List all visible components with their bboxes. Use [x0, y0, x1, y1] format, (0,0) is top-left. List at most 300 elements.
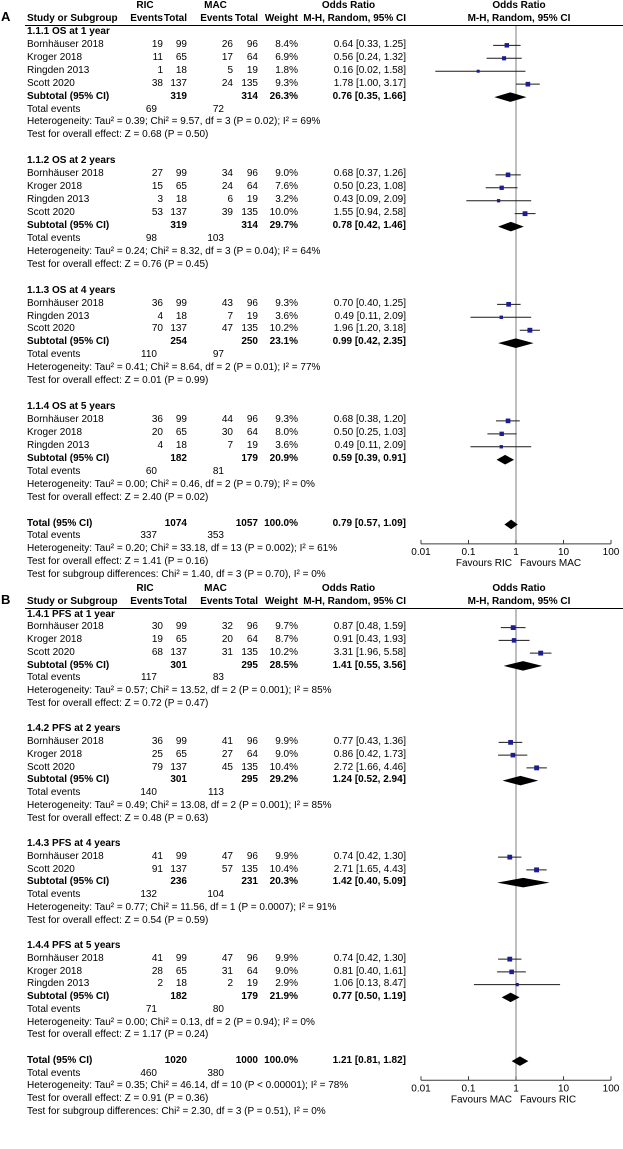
heterogeneity-note: Heterogeneity: Tau² = 0.00; Chi² = 0.13, df = 2 (P = 0.94); I² = 0%: [27, 1016, 315, 1028]
odds-ratio-ci-value: 0.49 [0.11, 2.09]: [334, 310, 406, 322]
weight-value: 3.2%: [275, 194, 298, 206]
ric-events-value: 1: [157, 64, 163, 76]
subgroup-differences-note: Test for subgroup differences: Chi² = 2.30, df = 3 (P = 0.51), I² = 0%: [27, 1105, 326, 1117]
effect-point-marker: [508, 740, 513, 745]
mac-events-value: 32: [221, 621, 233, 633]
weight-value: 10.4%: [269, 761, 298, 773]
effect-point-marker: [500, 186, 504, 190]
mac-total-value: 135: [241, 323, 258, 335]
study-name: Scott 2020: [27, 323, 75, 335]
mac-events-value: 30: [221, 426, 233, 438]
study-name: Kroger 2018: [27, 748, 83, 760]
mac-events-header: Events: [200, 595, 233, 607]
mac-events-value: 47: [221, 952, 233, 964]
favours-left-label: Favours RIC: [455, 557, 512, 569]
heterogeneity-note: Heterogeneity: Tau² = 0.39; Chi² = 9.57, df = 3 (P = 0.02); I² = 69%: [27, 116, 321, 128]
ric-total-value: 99: [175, 414, 187, 425]
mac-total-value: 96: [246, 168, 258, 180]
mac-total-value: 135: [241, 646, 258, 658]
x-axis-tick-label: 0.01: [411, 546, 431, 558]
mac-total-value: 250: [241, 336, 258, 348]
mac-total-value: 64: [246, 748, 258, 760]
weight-value: 9.3%: [275, 297, 298, 309]
ric-events-value: 19: [151, 38, 163, 50]
mac-events-value: 57: [221, 863, 233, 875]
favours-right-label: Favours MAC: [520, 557, 582, 569]
mac-total-value: 64: [246, 181, 258, 193]
ric-total-events-value: 60: [145, 465, 157, 477]
weight-value: 10.0%: [269, 207, 298, 218]
odds-ratio-ci-value: 0.56 [0.24, 1.32]: [333, 51, 406, 63]
mac-total-value: 64: [246, 634, 258, 645]
effect-point-marker: [511, 753, 516, 758]
weight-value: 23.1%: [269, 336, 298, 348]
total-events-label: Total events: [27, 232, 81, 244]
odds-ratio-ci-value: 0.76 [0.35, 1.66]: [332, 90, 406, 102]
effect-point-marker: [505, 43, 509, 47]
mac-total-value: 1057: [235, 517, 258, 529]
odds-ratio-ci-value: 0.86 [0.42, 1.73]: [333, 748, 406, 760]
study-name: Ringden 2013: [27, 310, 90, 322]
heterogeneity-note: Heterogeneity: Tau² = 0.41; Chi² = 8.64, df = 2 (P = 0.01); I² = 77%: [27, 362, 321, 374]
ric-total-events-value: 337: [140, 530, 157, 542]
mac-total-value: 64: [246, 426, 258, 438]
study-name: Scott 2020: [27, 761, 75, 773]
mac-total-events-value: 97: [212, 349, 224, 361]
ric-events-value: 19: [151, 634, 163, 645]
weight-value: 28.5%: [269, 659, 298, 671]
mac-total-value: 96: [246, 850, 258, 862]
subgroup-differences-note: Test for subgroup differences: Chi² = 1.40, df = 3 (P = 0.70), I² = 0%: [27, 569, 326, 581]
total-events-label: Total events: [27, 465, 81, 477]
favours-left-label: Favours MAC: [450, 1094, 512, 1106]
study-name: Ringden 2013: [27, 194, 90, 206]
mac-total-events-value: 81: [212, 465, 224, 477]
ric-events-value: 30: [151, 621, 163, 633]
total-events-label: Total events: [27, 889, 81, 900]
effect-point-marker: [538, 651, 543, 656]
odds-ratio-ci-value: 0.68 [0.38, 1.20]: [333, 414, 406, 425]
subtotal-label: Subtotal (95% CI): [27, 876, 110, 888]
effect-point-marker: [502, 56, 506, 60]
study-name: Scott 2020: [27, 863, 75, 875]
ric-total-events-value: 69: [145, 103, 157, 115]
heterogeneity-note: Heterogeneity: Tau² = 0.35; Chi² = 46.14, df = 10 (P < 0.00001); I² = 78%: [27, 1080, 349, 1092]
panel-label: B: [1, 592, 11, 607]
ric-column-header: RIC: [136, 0, 154, 11]
odds-ratio-ci-value: 0.91 [0.43, 1.93]: [333, 634, 406, 645]
subtotal-label: Subtotal (95% CI): [27, 774, 110, 786]
study-name: Bornhäuser 2018: [27, 621, 104, 633]
odds-ratio-ci-value: 0.49 [0.11, 2.09]: [334, 439, 406, 451]
ric-total-value: 99: [175, 38, 187, 50]
subgroup-title: 1.4.3 PFS at 4 years: [27, 838, 121, 849]
weight-value: 100.0%: [264, 517, 298, 529]
weight-value: 8.7%: [275, 634, 298, 645]
weight-value: 10.2%: [269, 323, 298, 335]
mac-events-value: 31: [221, 965, 233, 977]
odds-ratio-ci-value: 1.78 [1.00, 3.17]: [333, 77, 406, 89]
ric-total-value: 301: [170, 774, 187, 786]
odds-ratio-ci-value: 0.77 [0.43, 1.36]: [333, 736, 406, 747]
ric-total-events-value: 117: [141, 672, 157, 684]
total-events-label: Total events: [27, 103, 81, 115]
heterogeneity-note: Heterogeneity: Tau² = 0.57; Chi² = 13.52, df = 2 (P = 0.001); I² = 85%: [27, 685, 332, 696]
x-axis-tick-label: 10: [557, 546, 570, 558]
odds-ratio-ci-value: 0.74 [0.42, 1.30]: [333, 952, 406, 964]
ric-total-header: Total: [163, 12, 187, 24]
study-name: Kroger 2018: [27, 965, 83, 977]
ric-total-value: 137: [170, 761, 187, 773]
subtotal-label: Subtotal (95% CI): [27, 659, 110, 671]
ric-total-value: 301: [170, 659, 187, 671]
effect-point-marker: [500, 445, 503, 448]
mac-total-value: 135: [241, 207, 258, 218]
mac-total-value: 64: [246, 965, 258, 977]
odds-ratio-ci-value: 0.16 [0.02, 1.58]: [333, 64, 406, 76]
effect-point-marker: [506, 302, 511, 307]
mac-total-value: 64: [246, 51, 258, 63]
plot-effect-measure-header: Odds Ratio: [492, 0, 546, 11]
mac-events-value: 45: [221, 761, 233, 773]
weight-value: 2.9%: [275, 978, 298, 990]
mac-total-value: 96: [246, 952, 258, 964]
ric-events-value: 15: [151, 181, 163, 193]
effect-point-marker: [500, 316, 503, 319]
mac-total-value: 19: [246, 64, 258, 76]
study-name: Ringden 2013: [27, 439, 90, 451]
mac-total-header: Total: [234, 12, 258, 24]
ric-total-value: 18: [175, 194, 187, 206]
weight-value: 20.9%: [269, 452, 298, 464]
ric-total-header: Total: [163, 595, 187, 607]
subtotal-label: Subtotal (95% CI): [27, 219, 110, 231]
ric-total-value: 137: [170, 646, 187, 658]
x-axis-tick-label: 1: [513, 546, 519, 558]
ric-total-value: 182: [170, 991, 187, 1002]
method-header: M-H, Random, 95% CI: [303, 12, 406, 24]
ric-events-value: 53: [151, 207, 163, 218]
effect-point-marker: [534, 867, 539, 872]
ric-total-value: 65: [175, 51, 187, 63]
weight-value: 9.7%: [275, 621, 298, 633]
mac-events-value: 24: [221, 181, 233, 193]
mac-total-events-value: 103: [207, 232, 224, 244]
total-label: Total (95% CI): [27, 517, 93, 529]
overall-effect-note: Test for overall effect: Z = 1.41 (P = 0.16): [27, 556, 209, 568]
pooled-effect-diamond: [497, 455, 514, 465]
odds-ratio-ci-value: 1.24 [0.52, 2.94]: [332, 774, 406, 786]
ric-total-events-value: 71: [145, 1003, 157, 1015]
effect-point-marker: [523, 211, 528, 216]
panel-label: A: [1, 9, 11, 24]
mac-events-value: 20: [221, 634, 233, 645]
mac-total-value: 96: [246, 297, 258, 309]
heterogeneity-note: Heterogeneity: Tau² = 0.00; Chi² = 0.46, df = 2 (P = 0.79); I² = 0%: [27, 478, 315, 490]
odds-ratio-ci-value: 0.59 [0.39, 0.91]: [332, 452, 406, 464]
study-name: Ringden 2013: [27, 978, 90, 990]
mac-total-events-value: 72: [212, 103, 224, 115]
x-axis-tick-label: 0.1: [461, 1083, 476, 1095]
ric-events-value: 70: [151, 323, 163, 335]
plot-effect-measure-header: Odds Ratio: [492, 583, 546, 594]
ric-total-value: 99: [175, 736, 187, 747]
mac-total-value: 135: [241, 77, 258, 89]
study-name: Scott 2020: [27, 207, 75, 218]
study-name: Bornhäuser 2018: [27, 850, 104, 862]
subtotal-label: Subtotal (95% CI): [27, 90, 110, 102]
effect-point-marker: [511, 625, 516, 630]
ric-total-value: 65: [175, 634, 187, 645]
ric-total-value: 99: [175, 952, 187, 964]
effect-point-marker: [500, 432, 504, 436]
odds-ratio-ci-value: 0.78 [0.42, 1.46]: [332, 219, 406, 231]
favours-right-label: Favours RIC: [520, 1094, 577, 1106]
ric-total-value: 99: [175, 297, 187, 309]
ric-events-value: 3: [157, 194, 163, 206]
ric-total-value: 137: [170, 863, 187, 875]
ric-total-events-value: 132: [140, 889, 157, 900]
odds-ratio-ci-value: 1.96 [1.20, 3.18]: [333, 323, 406, 335]
ric-total-value: 182: [170, 452, 187, 464]
x-axis-tick-label: 100: [602, 1083, 620, 1095]
mac-total-value: 135: [241, 863, 258, 875]
subtotal-label: Subtotal (95% CI): [27, 991, 110, 1002]
ric-events-value: 4: [157, 439, 163, 451]
weight-header: Weight: [264, 12, 298, 24]
weight-value: 9.3%: [275, 77, 298, 89]
forest-plot-area: [411, 0, 623, 613]
weight-value: 29.7%: [269, 219, 298, 231]
heterogeneity-note: Heterogeneity: Tau² = 0.20; Chi² = 33.18, df = 13 (P = 0.002); I² = 61%: [27, 543, 338, 555]
study-name: Scott 2020: [27, 646, 75, 658]
mac-total-events-value: 80: [212, 1003, 224, 1015]
study-name: Ringden 2013: [27, 64, 90, 76]
study-name: Bornhäuser 2018: [27, 952, 104, 964]
x-axis-tick-label: 10: [557, 1083, 570, 1095]
odds-ratio-ci-value: 2.71 [1.65, 4.43]: [333, 863, 406, 875]
overall-effect-note: Test for overall effect: Z = 0.72 (P = 0.47): [27, 697, 209, 709]
overall-effect-note: Test for overall effect: Z = 1.17 (P = 0.24): [27, 1029, 209, 1041]
ric-total-value: 18: [175, 978, 187, 990]
ric-events-value: 2: [157, 978, 163, 990]
mac-total-events-value: 113: [208, 787, 224, 798]
effect-point-marker: [507, 855, 512, 860]
ric-total-events-value: 460: [140, 1067, 157, 1079]
weight-value: 1.8%: [275, 64, 298, 76]
odds-ratio-ci-value: 0.50 [0.25, 1.03]: [333, 426, 406, 438]
ric-events-header: Events: [130, 12, 163, 24]
mac-total-value: 96: [246, 736, 258, 747]
weight-value: 6.9%: [275, 51, 298, 63]
ric-events-value: 20: [151, 426, 163, 438]
heterogeneity-note: Heterogeneity: Tau² = 0.24; Chi² = 8.32, df = 3 (P = 0.04); I² = 64%: [27, 245, 321, 257]
weight-value: 10.2%: [269, 646, 298, 658]
mac-column-header: MAC: [204, 0, 227, 11]
subgroup-title: 1.1.2 OS at 2 years: [27, 155, 116, 167]
ric-events-value: 25: [151, 748, 163, 760]
weight-header: Weight: [264, 595, 298, 607]
ric-total-value: 65: [175, 426, 187, 438]
odds-ratio-ci-value: 0.64 [0.33, 1.25]: [333, 38, 406, 50]
subgroup-title: 1.1.1 OS at 1 year: [27, 25, 110, 37]
weight-value: 20.3%: [269, 876, 298, 888]
effect-measure-header: Odds Ratio: [321, 583, 376, 594]
overall-effect-note: Test for overall effect: Z = 0.68 (P = 0.50): [27, 129, 209, 141]
weight-value: 29.2%: [269, 774, 298, 786]
mac-total-value: 295: [241, 774, 258, 786]
mac-total-value: 135: [241, 761, 258, 773]
ric-total-value: 1074: [164, 517, 187, 529]
plot-method-header: M-H, Random, 95% CI: [467, 12, 571, 24]
mac-events-value: 2: [227, 978, 233, 990]
mac-events-value: 31: [221, 646, 233, 658]
weight-value: 9.9%: [275, 952, 298, 964]
odds-ratio-ci-value: 1.06 [0.13, 8.47]: [333, 978, 406, 990]
effect-point-marker: [509, 970, 514, 975]
odds-ratio-ci-value: 0.74 [0.42, 1.30]: [333, 850, 406, 862]
ric-events-value: 28: [151, 965, 163, 977]
odds-ratio-ci-value: 0.81 [0.40, 1.61]: [333, 965, 406, 977]
odds-ratio-ci-value: 1.55 [0.94, 2.58]: [333, 207, 406, 218]
mac-events-value: 7: [227, 439, 233, 451]
effect-measure-header: Odds Ratio: [321, 0, 376, 11]
overall-effect-note: Test for overall effect: Z = 0.54 (P = 0.59): [27, 914, 209, 926]
mac-events-value: 41: [221, 736, 233, 747]
weight-value: 9.0%: [275, 748, 298, 760]
subgroup-title: 1.4.2 PFS at 2 years: [27, 723, 121, 735]
weight-value: 9.0%: [275, 168, 298, 180]
effect-point-marker: [497, 199, 500, 202]
effect-point-marker: [534, 765, 539, 770]
ric-total-events-value: 140: [140, 787, 157, 798]
mac-total-value: 19: [246, 194, 258, 206]
odds-ratio-ci-value: 0.43 [0.09, 2.09]: [333, 194, 406, 206]
pooled-effect-diamond: [503, 776, 539, 786]
ric-events-value: 91: [151, 863, 163, 875]
mac-events-value: 27: [221, 748, 233, 760]
mac-events-value: 17: [221, 51, 233, 63]
ric-events-value: 41: [151, 952, 163, 964]
mac-total-header: Total: [234, 595, 258, 607]
ric-total-value: 65: [175, 965, 187, 977]
weight-value: 7.6%: [275, 181, 298, 193]
odds-ratio-ci-value: 0.99 [0.42, 2.35]: [332, 336, 406, 348]
weight-value: 9.9%: [275, 850, 298, 862]
effect-point-marker: [512, 638, 517, 643]
subgroup-title: 1.1.3 OS at 4 years: [27, 284, 116, 296]
ric-total-value: 65: [175, 181, 187, 193]
ric-total-value: 137: [170, 207, 187, 218]
odds-ratio-ci-value: 0.68 [0.37, 1.26]: [333, 168, 406, 180]
odds-ratio-ci-value: 1.21 [0.81, 1.82]: [332, 1054, 406, 1066]
total-events-label: Total events: [27, 530, 81, 542]
ric-total-value: 99: [175, 621, 187, 633]
mac-total-value: 295: [241, 659, 258, 671]
pooled-effect-diamond: [498, 222, 524, 232]
total-events-label: Total events: [27, 1067, 81, 1079]
weight-value: 8.0%: [275, 426, 298, 438]
odds-ratio-ci-value: 0.87 [0.48, 1.59]: [333, 621, 406, 633]
weight-value: 100.0%: [264, 1054, 298, 1066]
mac-total-events-value: 380: [207, 1067, 224, 1079]
subtotal-label: Subtotal (95% CI): [27, 336, 110, 348]
subgroup-title: 1.4.1 PFS at 1 year: [27, 608, 115, 620]
weight-value: 9.0%: [275, 965, 298, 977]
overall-effect-note: Test for overall effect: Z = 0.01 (P = 0.99): [27, 375, 209, 387]
ric-total-value: 137: [170, 323, 187, 335]
ric-total-value: 65: [175, 748, 187, 760]
pooled-effect-diamond: [494, 92, 526, 102]
ric-total-value: 18: [175, 310, 187, 322]
odds-ratio-ci-value: 0.77 [0.50, 1.19]: [332, 991, 406, 1002]
overall-effect-note: Test for overall effect: Z = 0.91 (P = 0.36): [27, 1093, 209, 1104]
mac-events-value: 24: [221, 77, 233, 89]
odds-ratio-ci-value: 3.31 [1.96, 5.58]: [333, 646, 406, 658]
ric-events-value: 27: [151, 168, 163, 180]
ric-total-events-value: 98: [145, 232, 157, 244]
effect-point-marker: [477, 70, 480, 73]
weight-value: 26.3%: [269, 90, 298, 102]
total-events-label: Total events: [27, 672, 81, 684]
pooled-effect-diamond: [504, 661, 543, 671]
mac-events-value: 34: [221, 168, 233, 180]
mac-events-header: Events: [200, 12, 233, 24]
weight-value: 8.4%: [275, 38, 298, 50]
weight-value: 21.9%: [269, 991, 298, 1002]
pooled-effect-diamond: [497, 878, 549, 888]
method-header: M-H, Random, 95% CI: [303, 595, 406, 607]
effect-point-marker: [526, 82, 531, 87]
ric-events-value: 36: [151, 736, 163, 747]
study-name: Bornhäuser 2018: [27, 168, 104, 180]
ric-total-value: 254: [170, 336, 187, 348]
mac-events-value: 6: [227, 194, 233, 206]
ric-total-value: 137: [170, 77, 187, 89]
ric-events-value: 36: [151, 414, 163, 425]
x-axis-tick-label: 1: [513, 1083, 519, 1095]
study-name: Kroger 2018: [27, 634, 83, 645]
study-name: Kroger 2018: [27, 51, 83, 63]
mac-events-value: 7: [227, 310, 233, 322]
mac-events-value: 26: [221, 38, 233, 50]
mac-column-header: MAC: [204, 583, 227, 594]
total-events-label: Total events: [27, 787, 81, 798]
weight-value: 9.9%: [275, 736, 298, 747]
ric-total-events-value: 110: [141, 349, 157, 361]
mac-total-value: 1000: [235, 1054, 258, 1066]
overall-effect-note: Test for overall effect: Z = 2.40 (P = 0.02): [27, 491, 209, 503]
weight-value: 3.6%: [275, 439, 298, 451]
odds-ratio-ci-value: 1.41 [0.55, 3.56]: [332, 659, 406, 671]
mac-events-value: 43: [221, 297, 233, 309]
effect-point-marker: [507, 957, 512, 962]
mac-total-value: 19: [246, 439, 258, 451]
ric-events-value: 79: [151, 761, 163, 773]
mac-events-value: 47: [221, 850, 233, 862]
subtotal-label: Subtotal (95% CI): [27, 452, 110, 464]
total-label: Total (95% CI): [27, 1054, 93, 1066]
study-name: Scott 2020: [27, 77, 75, 89]
ric-events-header: Events: [130, 595, 163, 607]
study-column-header: Study or Subgroup: [27, 12, 118, 24]
ric-total-value: 1020: [164, 1054, 187, 1066]
odds-ratio-ci-value: 2.72 [1.66, 4.46]: [333, 761, 406, 773]
mac-total-value: 96: [246, 621, 258, 633]
pooled-effect-diamond: [502, 993, 520, 1003]
ric-total-value: 236: [170, 876, 187, 888]
overall-effect-note: Test for overall effect: Z = 0.48 (P = 0.63): [27, 812, 209, 824]
